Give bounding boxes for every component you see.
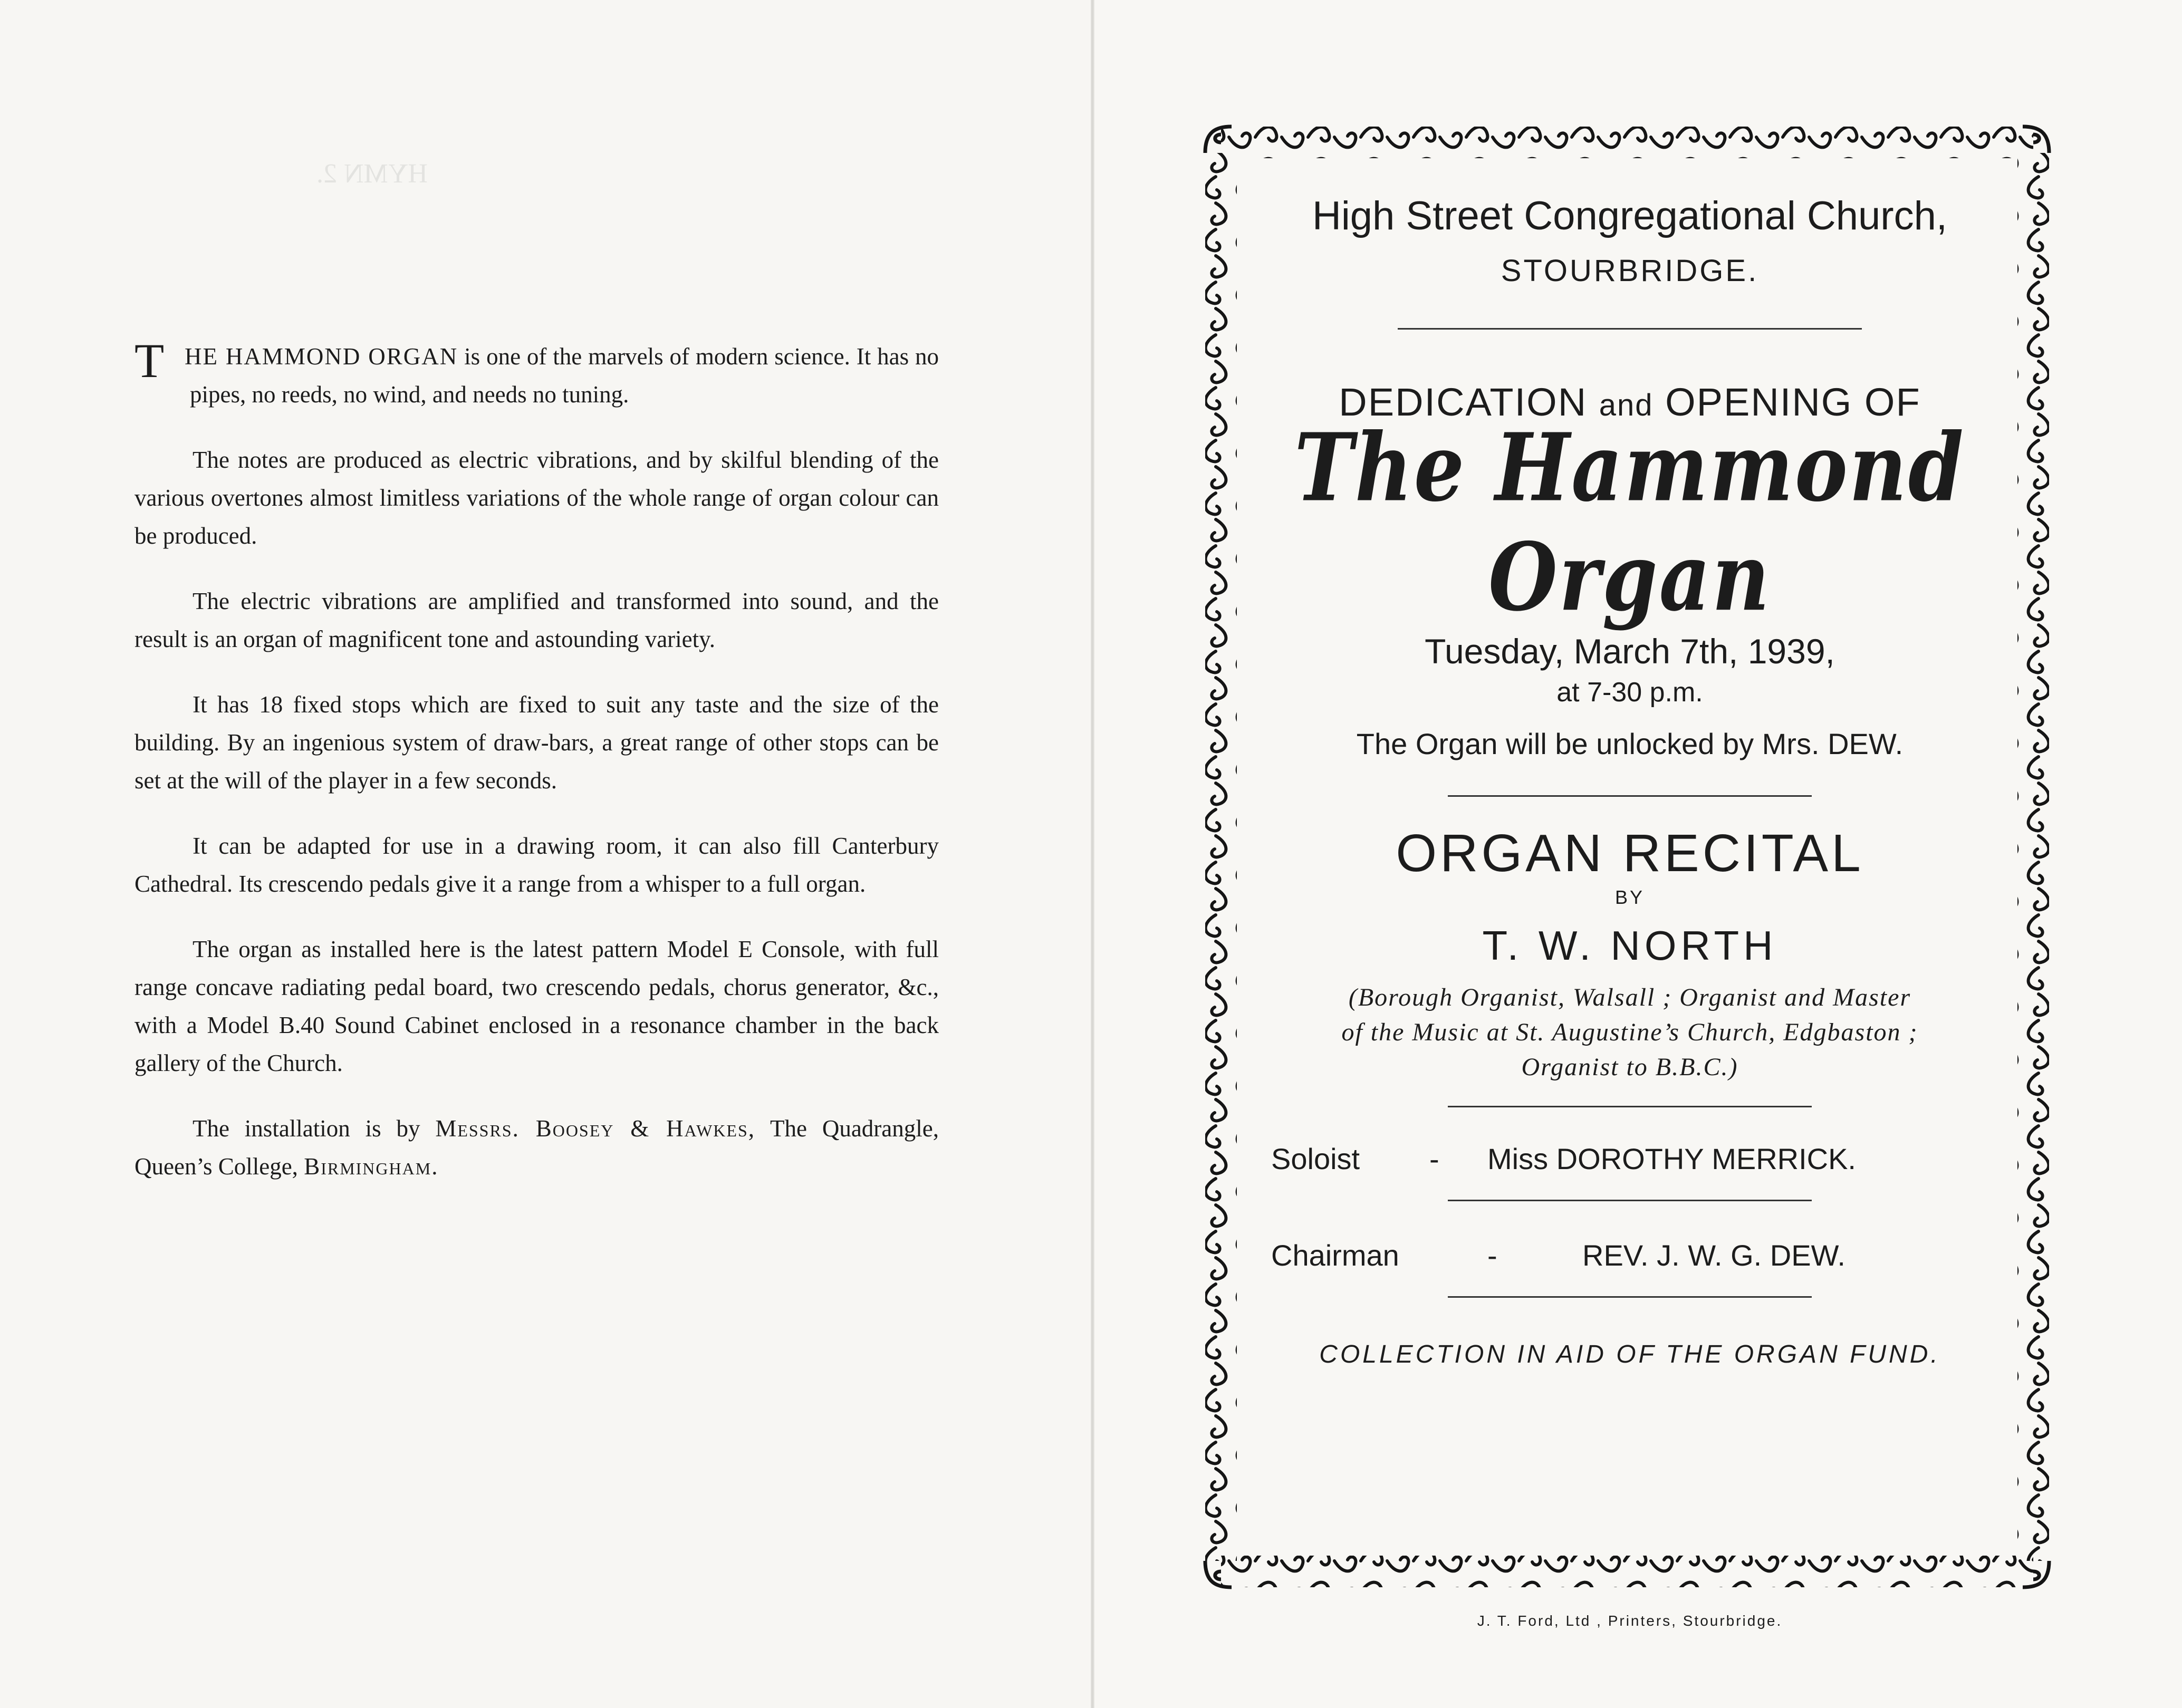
paragraph-intro [134, 334, 939, 413]
soloist-name: Miss DOROTHY MERRICK. [1487, 1142, 1856, 1175]
soloist-label: Soloist [1271, 1142, 1360, 1175]
recital-heading: ORGAN RECITAL [1396, 824, 1864, 883]
credentials-line-2: of the Music at St. Augustine’s Church, Edgbaston ; [1341, 1018, 1918, 1046]
opening-of: OPENING OF [1665, 380, 1921, 424]
border-right [2017, 153, 2049, 1561]
page-fold [1091, 0, 1094, 1708]
border-bottom [1221, 1556, 2033, 1587]
show-through-text: HYMN 2. [316, 159, 428, 189]
paragraph-installation [134, 1109, 939, 1185]
soloist-dash: - [1429, 1142, 1439, 1175]
soloist-row [1266, 1142, 1994, 1184]
town-name: STOURBRIDGE. [1501, 254, 1759, 288]
paragraph-notes: The notes are produced as electric vibrations, and by skilful blending of the various overtones almost limitless variations of the whole range of organ colour can be produced. [134, 447, 939, 549]
by-label: BY [1614, 886, 1645, 908]
installation-city: Birmingham. [304, 1153, 439, 1180]
chairman-dash: - [1487, 1239, 1497, 1272]
event-date: Tuesday, March 7th, 1939, [1425, 632, 1835, 671]
lead-smallcaps: HE HAMMOND ORGAN [185, 343, 458, 370]
divider-1 [1398, 328, 1862, 330]
paragraph-adaptable: It can be adapted for use in a drawing room, it can also fill Canterbury Cathedral. Its crescendo pedals give it a range from a whisper to a full organ. [134, 833, 939, 897]
chairman-label: Chairman [1271, 1239, 1399, 1272]
performer-name: T. W. NORTH [1482, 922, 1777, 969]
organ-description [134, 334, 939, 1213]
programme-cover [1266, 190, 1994, 1369]
paragraph-vibrations: The electric vibrations are amplified and transformed into sound, and the result is an organ of magnificent tone and astounding variety. [134, 588, 939, 652]
collection-note: COLLECTION IN AID OF THE ORGAN FUND. [1319, 1340, 1940, 1368]
event-time: at 7-30 p.m. [1556, 677, 1703, 708]
paragraph-installed: The organ as installed here is the latest pattern Model E Console, with full range concave radiating pedal board, two crescendo pedals, chorus generator, &c., with a Model B.40 Sound Cabinet enclosed in a resonance chamber in the back gallery of the Church. [134, 936, 939, 1076]
dedication-and: and [1599, 388, 1654, 422]
unlock-note: The Organ will be unlocked by Mrs. DEW. [1356, 727, 1904, 760]
organ-title: The Hammond Organ [1294, 413, 1965, 632]
installation-firm: Messrs. Boosey & Hawkes, [435, 1115, 756, 1142]
divider-2 [1448, 795, 1812, 797]
border-top [1221, 127, 2033, 158]
drop-cap: T [134, 334, 165, 388]
divider-3 [1448, 1106, 1812, 1107]
dedication-word: DEDICATION [1339, 380, 1588, 424]
installation-address: The Quadrangle, Queen’s College, [134, 1115, 939, 1180]
credentials-line-1: (Borough Organist, Walsall ; Organist and Master [1348, 983, 1911, 1011]
intro-text: is one of the marvels of modern science. It has no pipes, no reeds, no wind, and needs no tuning. [190, 343, 939, 408]
installation-pre: The installation is by [193, 1115, 436, 1142]
church-name: High Street Congregational Church, [1312, 194, 1947, 238]
divider-5 [1448, 1296, 1812, 1298]
divider-4 [1448, 1200, 1812, 1201]
credentials-line-3: Organist to B.B.C.) [1521, 1053, 1738, 1081]
chairman-name: REV. J. W. G. DEW. [1582, 1239, 1845, 1272]
border-left [1205, 153, 1237, 1561]
chairman-row [1266, 1238, 1994, 1280]
printer-imprint: J. T. Ford, Ltd , Printers, Stourbridge. [1477, 1613, 1783, 1629]
paragraph-stops: It has 18 fixed stops which are fixed to suit any taste and the size of the building. By an ingenious system of draw-bars, a great range of other stops can be set at the will of the player in a few seconds. [134, 691, 939, 794]
